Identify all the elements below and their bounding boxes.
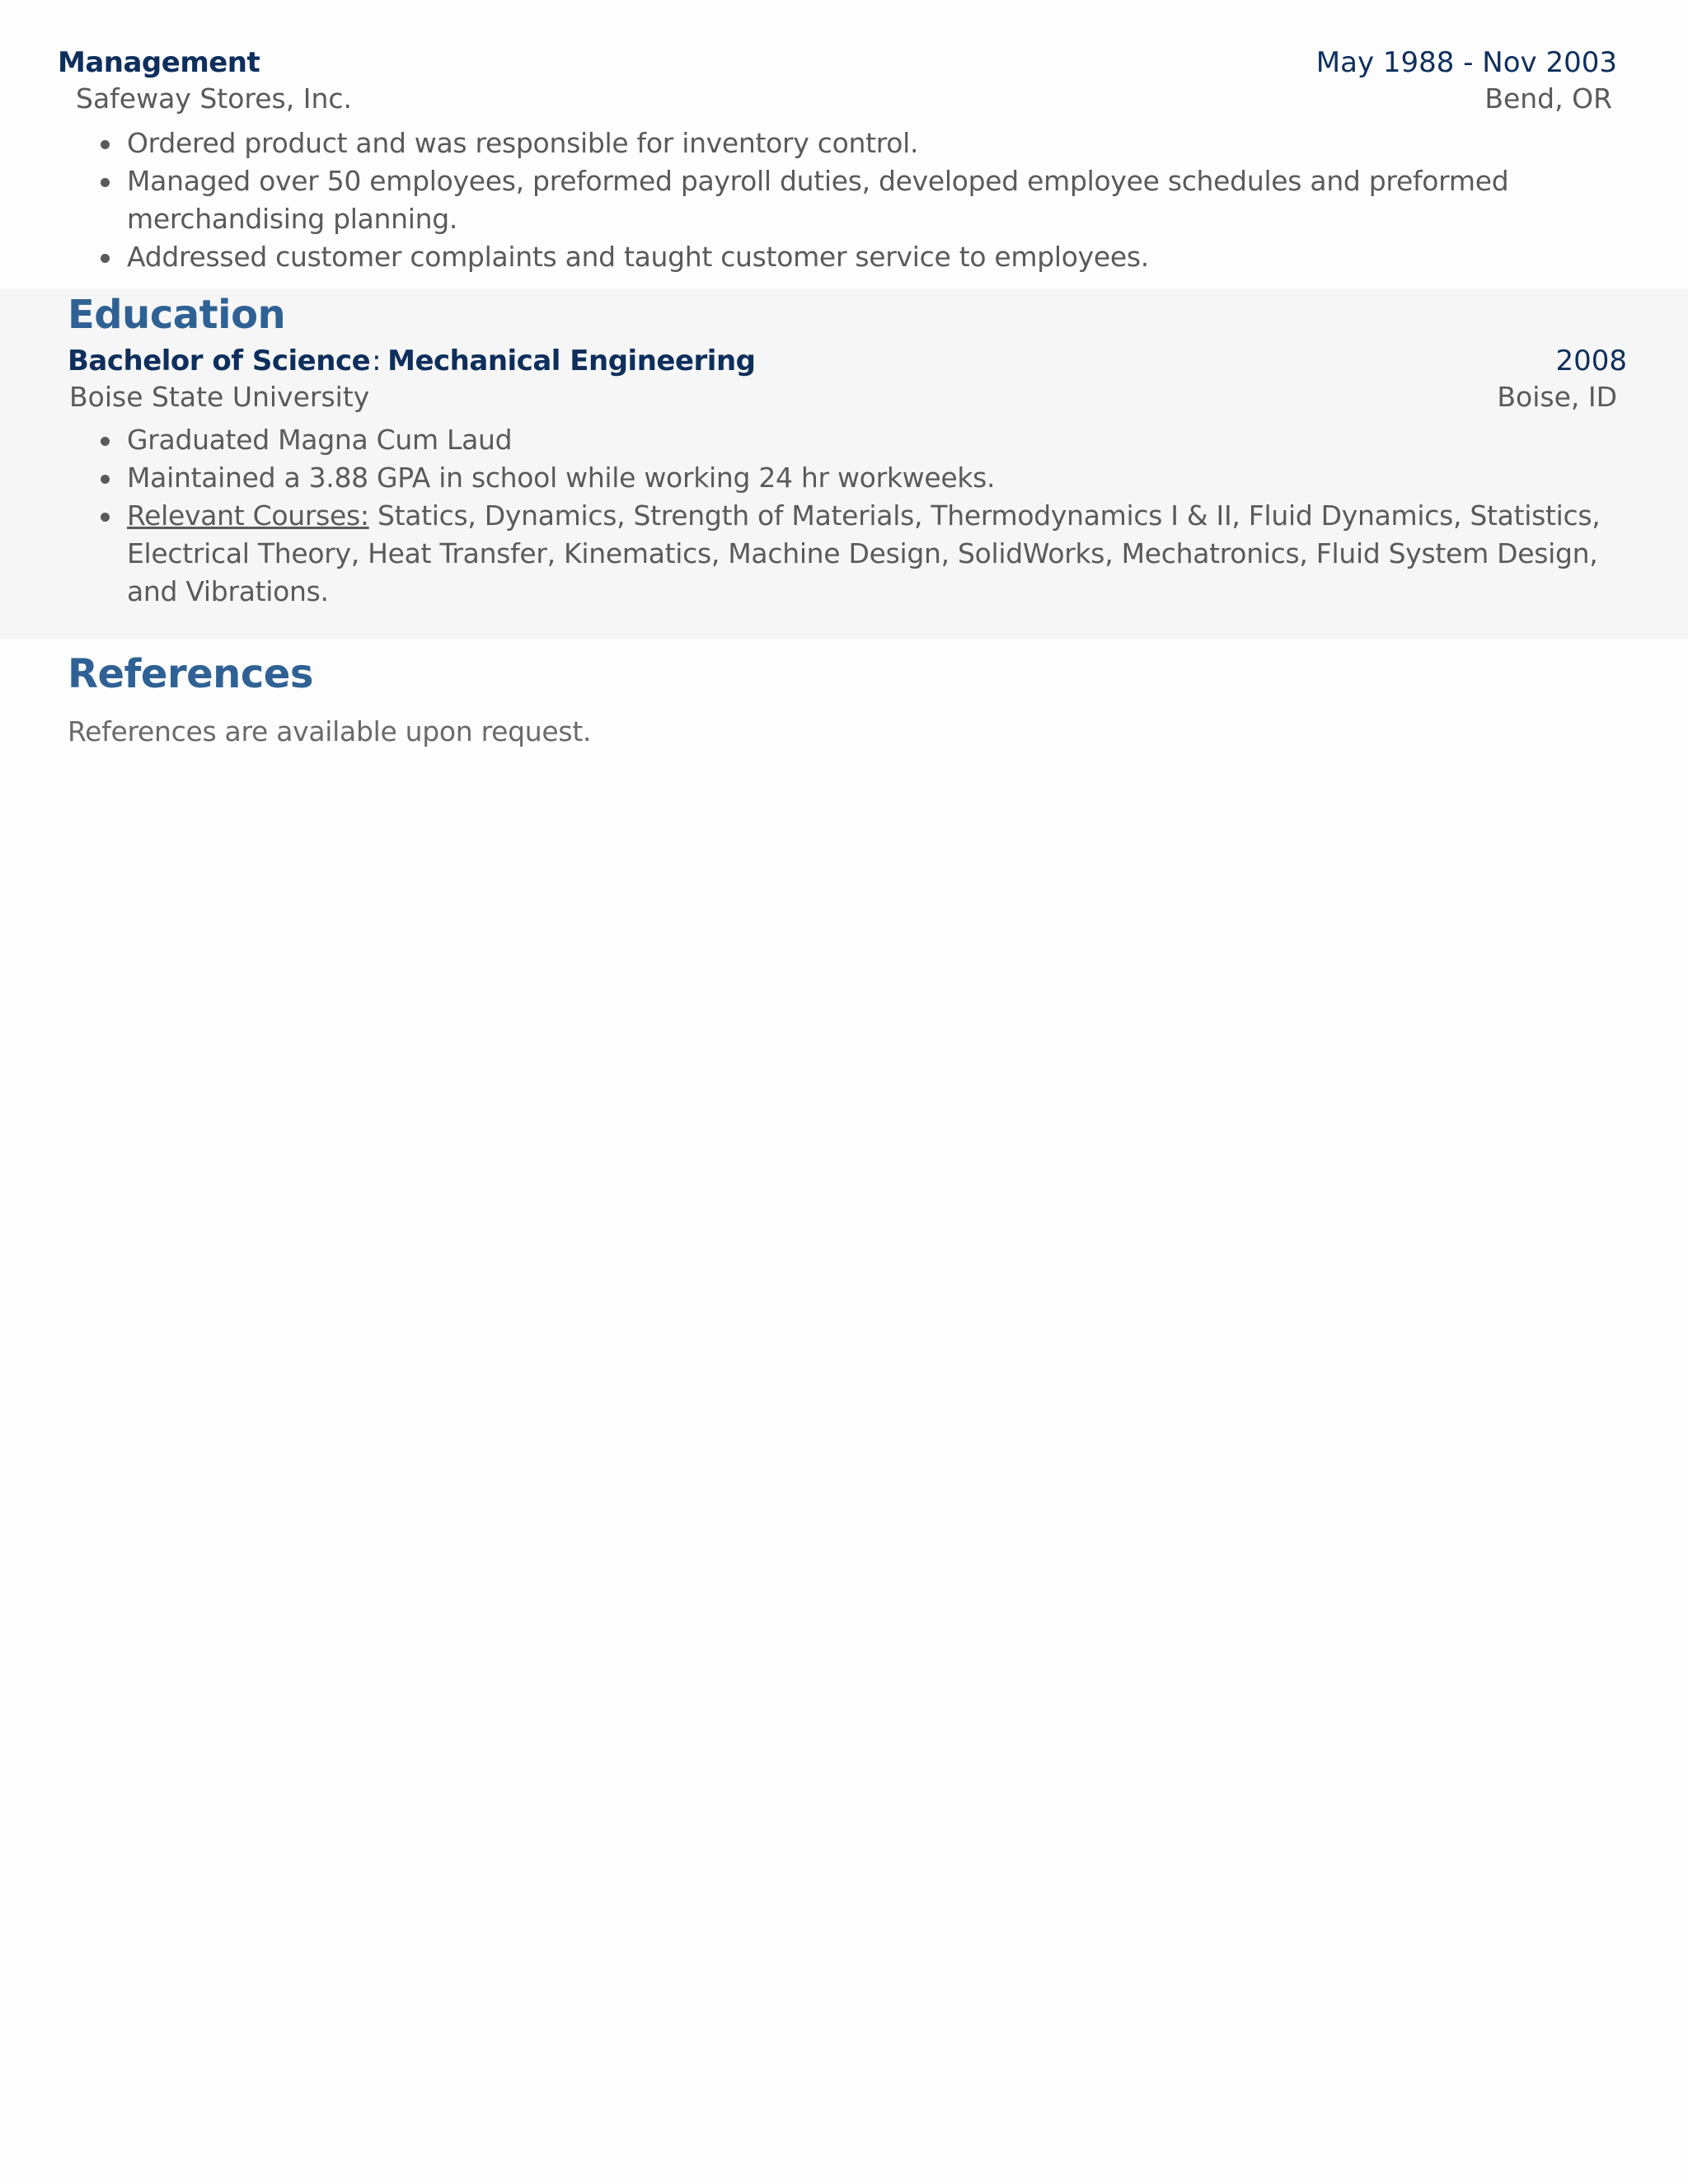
job-company: Safeway Stores, Inc. — [76, 82, 352, 115]
degree — [68, 344, 755, 377]
section-heading-references: References — [68, 651, 313, 697]
list-item: Ordered product and was responsible for inventory control. — [127, 124, 1617, 162]
courses-text: Statics, Dynamics, Strength of Materials, Thermodynamics I & II, Fluid Dynamics, Statistics, Electrical Theory, Heat Transfer, Kinematics, Machine Design, SolidWorks, Mechatronics, Fluid System Design, and Vibrations. — [127, 499, 1601, 607]
list-item: Addressed customer complaints and taught customer service to employees. — [127, 238, 1617, 276]
school-name: Boise State University — [69, 381, 370, 413]
list-item: Graduated Magna Cum Laud — [127, 421, 1627, 459]
job-location: Bend, OR — [1484, 82, 1612, 115]
degree-separator: : — [372, 344, 382, 377]
job-entry — [58, 46, 1617, 276]
job-company-row — [76, 82, 1617, 115]
list-item: Maintained a 3.88 GPA in school while working 24 hr workweeks. — [127, 459, 1627, 497]
references-text: References are available upon request. — [68, 715, 592, 748]
school-row — [68, 381, 1627, 413]
school-location: Boise, ID — [1497, 381, 1617, 413]
list-item: Managed over 50 employees, preformed payroll duties, developed employee schedules and preformed merchandising planning. — [127, 162, 1617, 238]
list-item-courses — [127, 497, 1627, 611]
job-bullets — [58, 124, 1617, 276]
education-section — [0, 288, 1688, 639]
courses-label: Relevant Courses: — [127, 499, 369, 532]
job-dates: May 1988 - Nov 2003 — [1315, 46, 1617, 79]
degree-major: Mechanical Engineering — [387, 344, 756, 377]
degree-name: Bachelor of Science — [68, 344, 371, 377]
graduation-year: 2008 — [1555, 344, 1627, 377]
degree-row — [68, 344, 1627, 377]
education-bullets — [68, 421, 1627, 611]
job-title: Management — [58, 46, 260, 79]
section-heading-education: Education — [68, 292, 286, 338]
job-header-row — [58, 46, 1617, 79]
education-content — [68, 288, 1627, 611]
references-section — [68, 651, 1627, 748]
